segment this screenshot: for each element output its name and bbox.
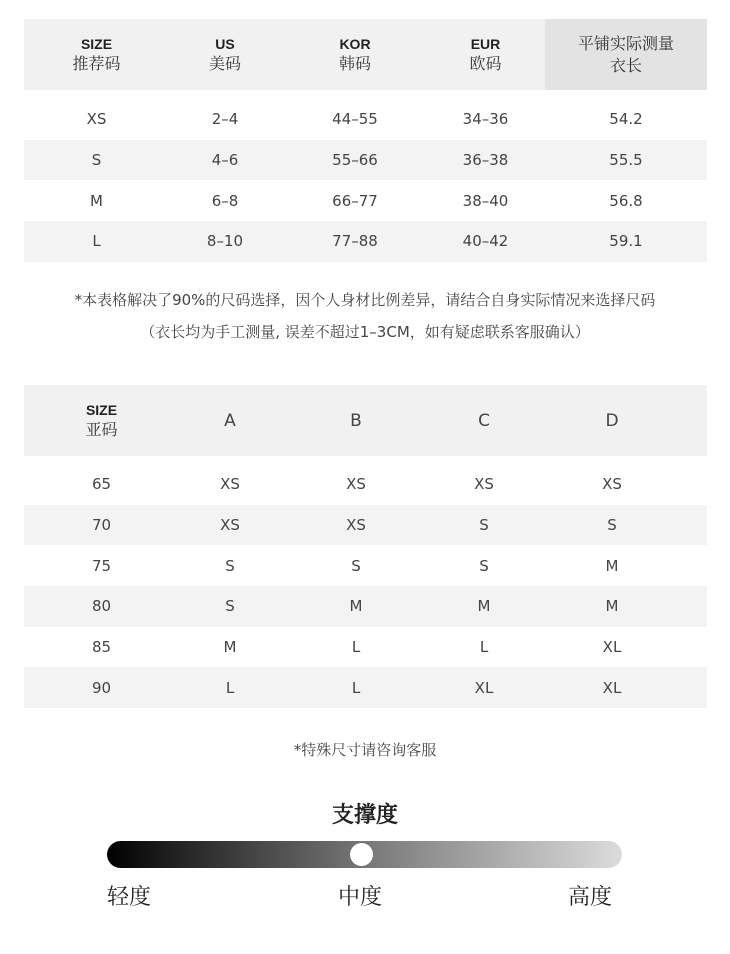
size-note-line1: *本表格解决了90%的尺码选择，因个人身材比例差异，请结合自身实际情况来选择尺码 — [74, 291, 656, 309]
table-cell: 75 — [91, 556, 112, 575]
table-cell: 90 — [91, 678, 112, 697]
size-table-body — [24, 99, 707, 262]
table-cell: L — [351, 678, 361, 697]
table-cell: 65 — [91, 475, 112, 494]
table-cell: M — [223, 638, 237, 657]
table-cell: XS — [346, 516, 366, 535]
table-cell: XL — [602, 678, 622, 697]
table-cell: XL — [602, 638, 622, 657]
header-cup-b: B — [350, 410, 362, 431]
size-table-header — [24, 19, 707, 90]
table-row — [24, 99, 707, 140]
header-code: US — [215, 35, 235, 52]
table-cell: S — [351, 556, 361, 575]
table-cell: XS — [346, 475, 366, 494]
support-label-high: 高度 — [568, 885, 613, 910]
table-cell: 6–8 — [211, 191, 239, 210]
header-kor — [281, 19, 429, 90]
table-cell: 85 — [91, 638, 112, 657]
table-cell: S — [607, 516, 617, 535]
header-code: EUR — [470, 35, 501, 52]
header-cup-a: A — [224, 410, 236, 431]
header-label: 欧码 — [469, 53, 502, 73]
table-row — [24, 221, 707, 262]
table-cell: XS — [474, 475, 494, 494]
header-label: 平铺实际测量 — [577, 33, 674, 53]
table-row — [24, 180, 707, 221]
header-label: 韩码 — [338, 53, 371, 73]
table-cell: 80 — [91, 597, 112, 616]
table-cell: 66–77 — [332, 191, 378, 210]
header-length — [545, 19, 707, 90]
table-cell: 44–55 — [332, 110, 378, 129]
table-cell: S — [225, 597, 235, 616]
table-cell: 4–6 — [211, 151, 239, 170]
header-label: 推荐码 — [72, 53, 121, 73]
header-asia-size — [24, 385, 179, 456]
table-cell: 59.1 — [609, 232, 643, 251]
table-row — [24, 505, 707, 546]
support-label-light: 轻度 — [107, 885, 152, 910]
header-cup-d: D — [605, 410, 619, 431]
table-cell: L — [92, 232, 101, 251]
table-cell: XS — [602, 475, 622, 494]
table-cell: 55.5 — [609, 151, 643, 170]
support-title: 支撑度 — [331, 803, 398, 828]
table-cell: 55–66 — [332, 151, 378, 170]
header-size — [24, 19, 169, 90]
table-cell: L — [479, 638, 489, 657]
table-cell: 2–4 — [211, 110, 239, 129]
table-cell: S — [479, 516, 489, 535]
table-cell: XS — [220, 475, 240, 494]
header-code: KOR — [339, 35, 371, 52]
support-label-medium: 中度 — [338, 885, 383, 910]
bra-size-table — [24, 385, 707, 708]
size-table — [24, 19, 707, 262]
header-label: 亚码 — [85, 419, 118, 439]
table-cell: 40–42 — [462, 232, 509, 251]
table-cell: L — [351, 638, 361, 657]
table-cell: M — [90, 191, 103, 210]
table-cell: 70 — [91, 516, 112, 535]
table-row — [24, 464, 707, 505]
table-cell: M — [605, 556, 619, 575]
table-cell: M — [605, 597, 619, 616]
table-cell: 34–36 — [462, 110, 509, 129]
special-size-note: *特殊尺寸请咨询客服 — [293, 741, 437, 759]
header-us — [169, 19, 281, 90]
table-cell: XS — [86, 110, 107, 129]
header-code: SIZE — [80, 35, 113, 52]
table-cell: XL — [474, 678, 494, 697]
table-cell: XS — [220, 516, 240, 535]
table-cell: L — [225, 678, 235, 697]
table-row — [24, 627, 707, 668]
header-label-sub: 衣长 — [609, 55, 642, 75]
bra-table-body — [24, 464, 707, 708]
table-row — [24, 545, 707, 586]
table-cell: M — [349, 597, 363, 616]
table-cell: 77–88 — [332, 232, 378, 251]
table-row — [24, 140, 707, 181]
size-note-line2: （衣长均为手工测量, 误差不超过1–3CM，如有疑虑联系客服确认） — [140, 323, 590, 341]
table-cell: M — [477, 597, 491, 616]
bra-table-header — [24, 385, 707, 456]
header-code: SIZE — [85, 401, 118, 418]
table-cell: S — [91, 151, 102, 170]
table-cell: S — [225, 556, 235, 575]
table-cell: 56.8 — [609, 191, 643, 210]
table-cell: 36–38 — [462, 151, 509, 170]
table-row — [24, 586, 707, 627]
table-row — [24, 667, 707, 708]
header-cup-c: C — [478, 410, 490, 431]
table-cell: 54.2 — [609, 110, 643, 129]
header-label: 美码 — [208, 53, 241, 73]
table-cell: 8–10 — [206, 232, 244, 251]
table-cell: S — [479, 556, 489, 575]
table-cell: 38–40 — [462, 191, 509, 210]
header-eur — [429, 19, 542, 90]
